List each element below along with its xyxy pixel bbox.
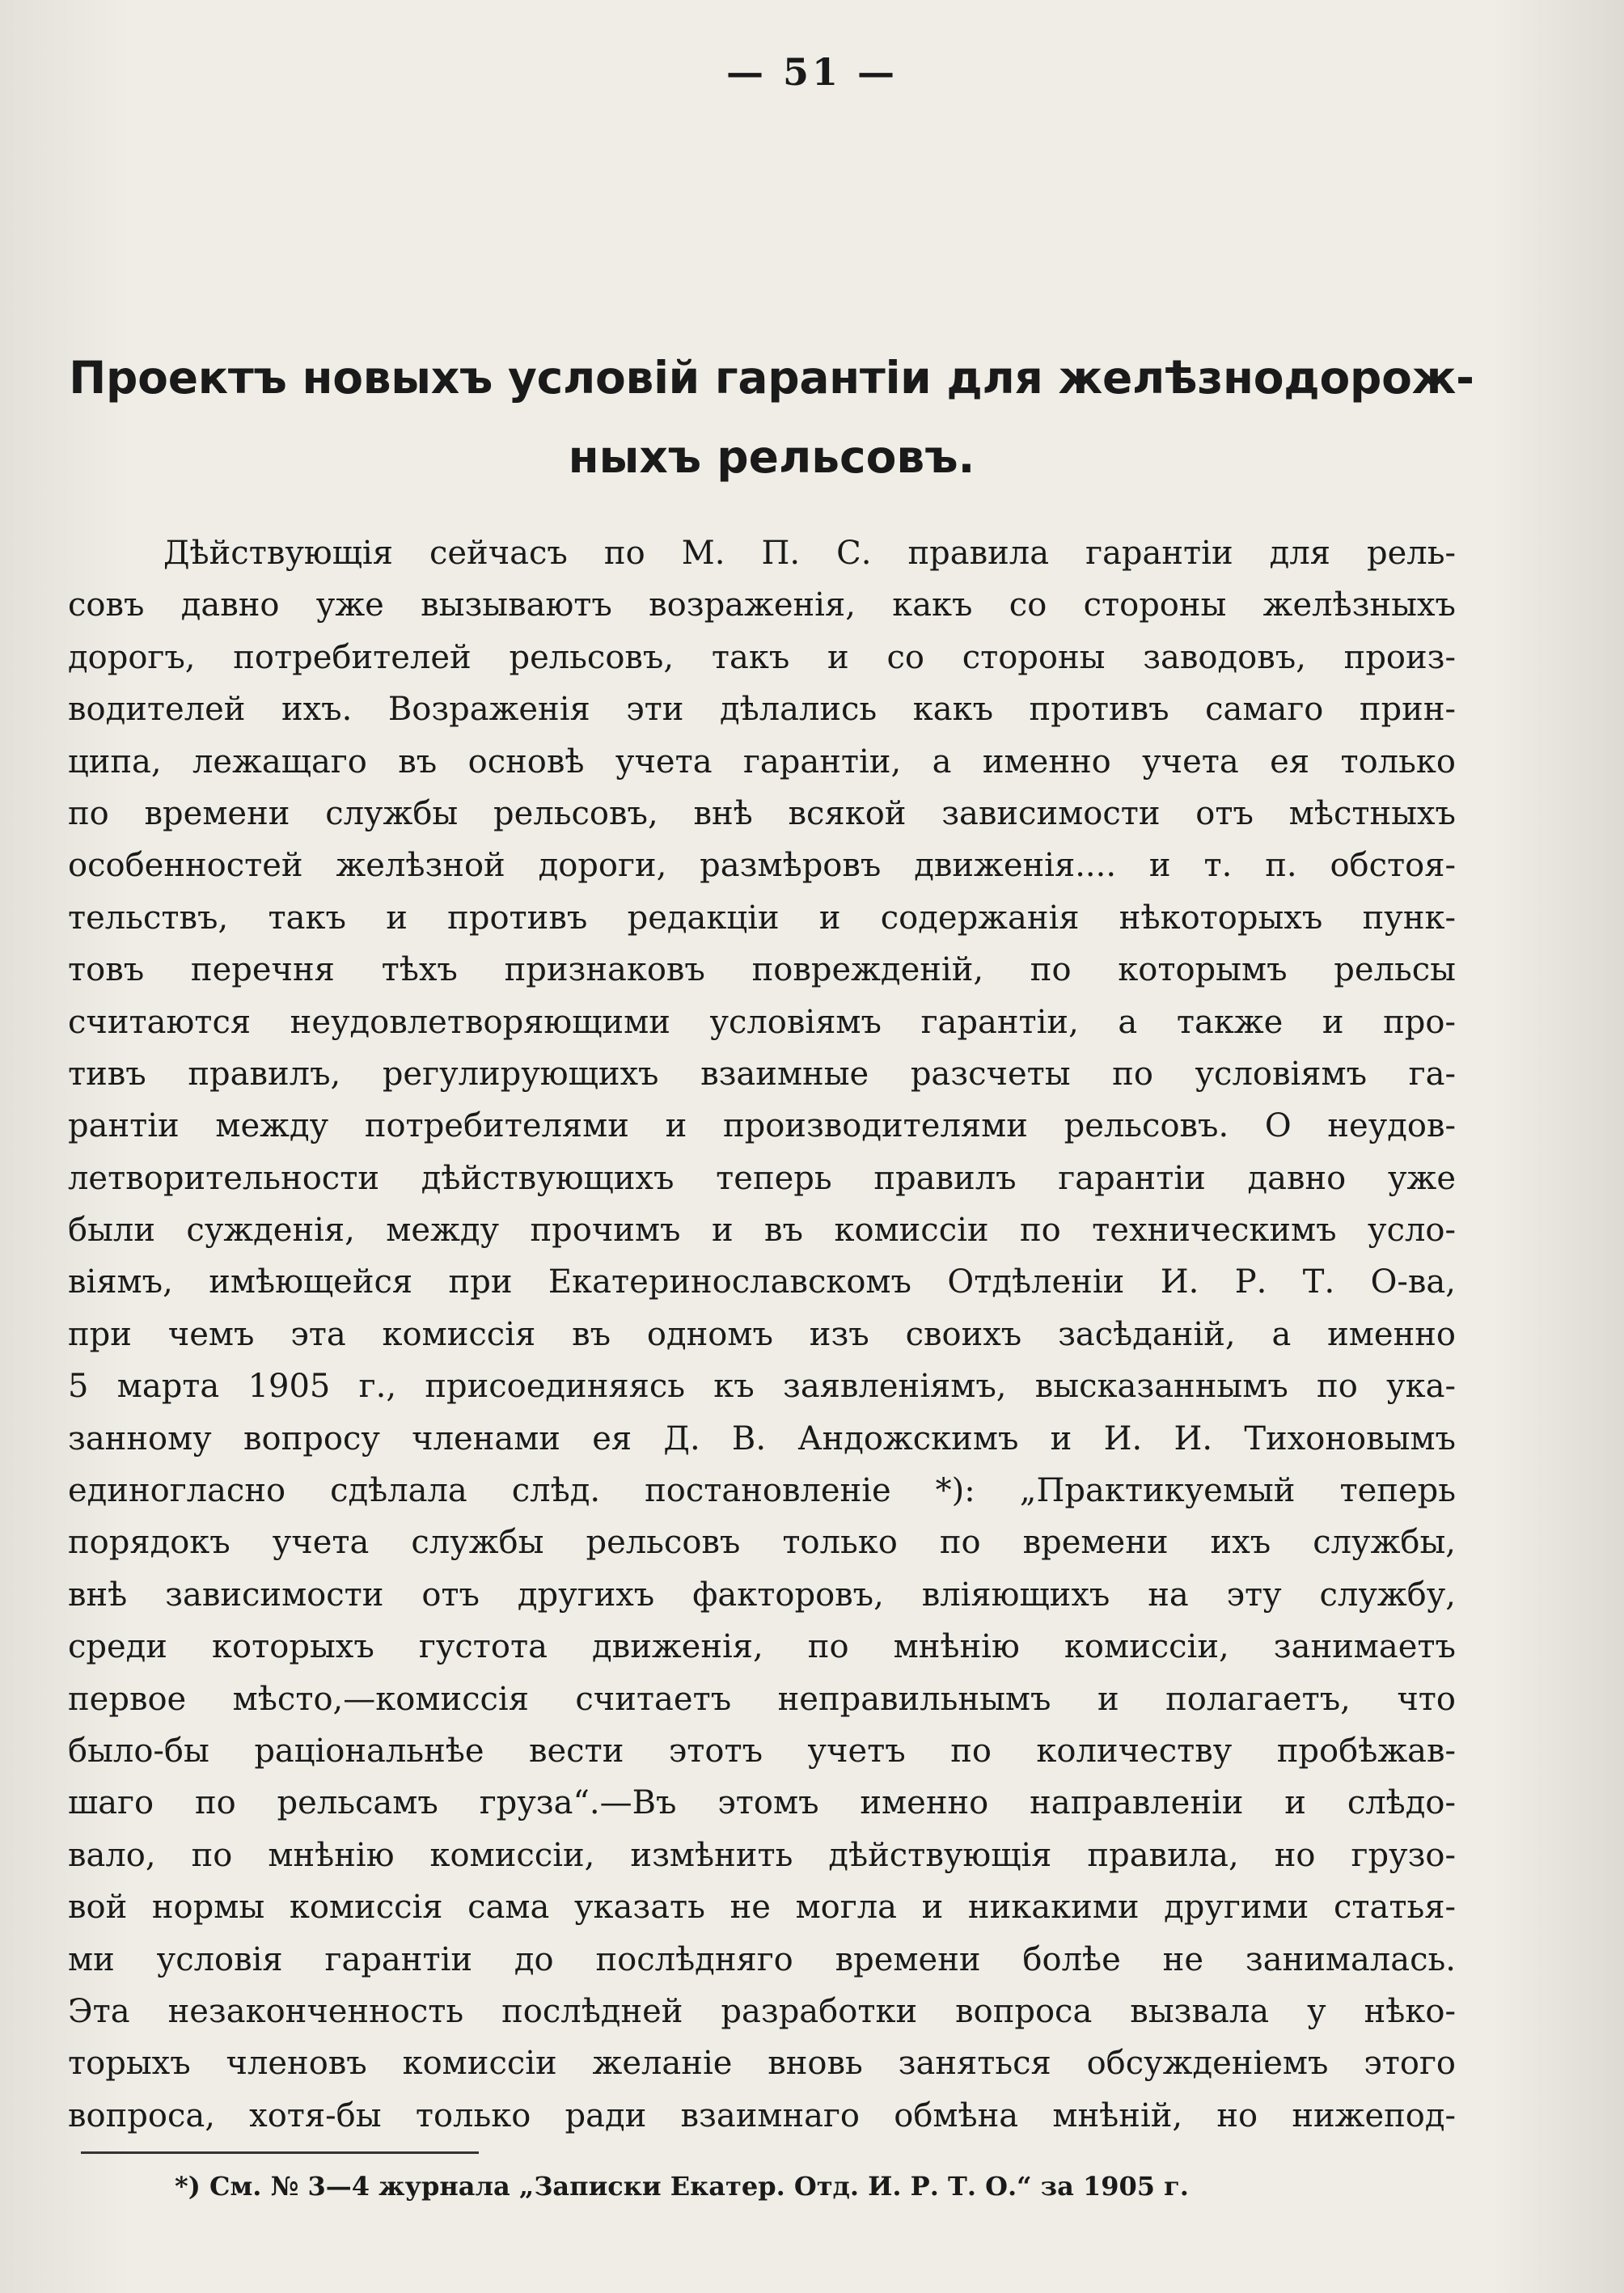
text-line: было-бы раціональнѣе вести этотъ учетъ по количеству пробѣжав- <box>68 1732 1456 1770</box>
title-line: ныхъ рельсовъ. <box>568 431 975 483</box>
text-line: занному вопросу членами ея Д. В. Андожскимъ и И. И. Тихоновымъ <box>68 1419 1456 1457</box>
text-line: товъ перечня тѣхъ признаковъ поврежденій, по которымъ рельсы <box>68 951 1456 989</box>
text-line: по времени службы рельсовъ, внѣ всякой зависимости отъ мѣстныхъ <box>68 794 1456 832</box>
text-line: среди которыхъ густота движенія, по мнѣнію комиссіи, занимаетъ <box>68 1628 1456 1666</box>
text-line: 5 марта 1905 г., присоединяясь къ заявленіямъ, высказаннымъ по ука- <box>68 1368 1456 1406</box>
text-line: совъ давно уже вызываютъ возраженія, какъ со стороны желѣзныхъ <box>68 586 1456 624</box>
text-line: единогласно сдѣлала слѣд. постановленіе *): „Практикуемый теперь <box>68 1472 1456 1510</box>
text-line: рантіи между потребителями и производителями рельсовъ. О неудов- <box>68 1107 1456 1145</box>
text-line: шаго по рельсамъ груза“.—Въ этомъ именно направленіи и слѣдо- <box>68 1784 1456 1822</box>
text-line: при чемъ эта комиссія въ одномъ изъ своихъ засѣданій, а именно <box>68 1315 1456 1353</box>
page-number: — 51 — <box>725 50 899 94</box>
text-line: считаются неудовлетворяющими условіямъ гарантіи, а также и про- <box>68 1003 1456 1041</box>
text-line: вой нормы комиссія сама указать не могла и никакими другими статья- <box>68 1889 1456 1927</box>
footnote-divider <box>81 2151 479 2154</box>
text-line: водителей ихъ. Возраженія эти дѣлались какъ противъ самаго прин- <box>68 691 1456 729</box>
title-line: Проектъ новыхъ условій гарантіи для желѣзнодорож- <box>69 352 1474 404</box>
text-line: вало, по мнѣнію комиссіи, измѣнить дѣйствующія правила, но грузо- <box>68 1836 1456 1874</box>
text-line: первое мѣсто,—комиссія считаетъ неправильнымъ и полагаетъ, что <box>68 1680 1456 1718</box>
text-line: были сужденія, между прочимъ и въ комиссіи по техническимъ усло- <box>68 1212 1456 1250</box>
text-line: ципа, лежащаго въ основѣ учета гарантіи, а именно учета ея только <box>68 742 1456 781</box>
text-line: Дѣйствующія сейчасъ по М. П. С. правила гарантіи для рель- <box>163 535 1456 572</box>
article-title <box>68 338 1475 497</box>
text-line: тельствъ, такъ и противъ редакціи и содержанія нѣкоторыхъ пунк- <box>68 899 1456 937</box>
body-paragraph <box>68 527 1456 2142</box>
text-line: дорогъ, потребителей рельсовъ, такъ и со стороны заводовъ, произ- <box>68 638 1456 676</box>
text-line: особенностей желѣзной дороги, размѣровъ движенія.... и т. п. обстоя- <box>68 847 1456 885</box>
text-line: ми условія гарантіи до послѣдняго времени болѣе не занималась. <box>68 1940 1456 1978</box>
text-line: летворительности дѣйствующихъ теперь правилъ гарантіи давно уже <box>68 1159 1456 1197</box>
text-line: порядокъ учета службы рельсовъ только по времени ихъ службы, <box>68 1524 1456 1562</box>
text-line: віямъ, имѣющейся при Екатеринославскомъ Отдѣленіи И. Р. Т. О-ва, <box>68 1263 1456 1301</box>
text-line: внѣ зависимости отъ другихъ факторовъ, вліяющихъ на эту службу, <box>68 1576 1456 1614</box>
text-line: тивъ правилъ, регулирующихъ взаимные разсчеты по условіямъ га- <box>68 1055 1456 1093</box>
text-line: вопроса, хотя-бы только ради взаимнаго обмѣна мнѣній, но нижепод- <box>68 2096 1456 2134</box>
text-line: Эта незаконченность послѣдней разработки вопроса вызвала у нѣко- <box>68 1992 1456 2030</box>
footnote: *) См. № 3—4 журнала „Записки Екатер. Отд. И. Р. Т. О.“ за 1905 г. <box>175 2171 1189 2202</box>
text-line: торыхъ членовъ комиссіи желаніе вновь заняться обсужденіемъ этого <box>68 2045 1456 2083</box>
